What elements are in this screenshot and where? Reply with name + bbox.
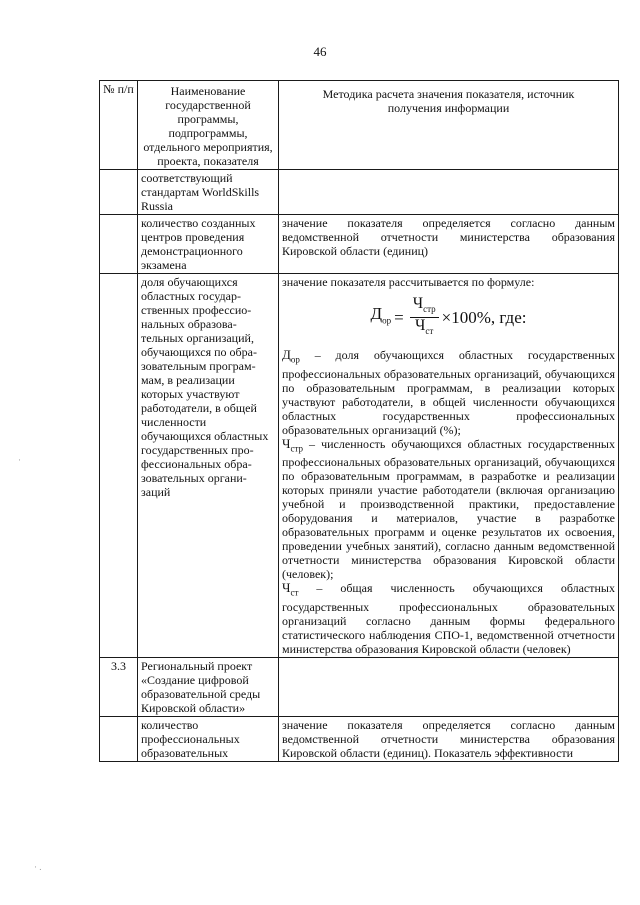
row-method — [279, 274, 619, 658]
row-number — [100, 215, 138, 274]
table-header-row — [100, 81, 619, 170]
indicator-table — [99, 80, 619, 762]
row-method — [279, 170, 619, 215]
table-row — [100, 716, 619, 761]
definition-chstr: $Ч_{стр}$ – численность обучающихся областных государственных профессиональных образовательных организаций, обучающихся по образовательным программам, в разработке и реализации которых приняли участие работодатели (включая организацию учебной и производственной практики, предоставление оборудования и материалов, участие в разработке образовательных программ и оценке результатов их освоения, проведении учебных занятий), согласно данным ведомственной отчетности министерства образования Кировской области (человек); — [282, 435, 615, 582]
row-name: Региональный проект «Создание цифровой образовательной среды Кировской области» — [138, 657, 279, 716]
scan-speck: · — [18, 455, 21, 465]
row-name: количество созданных центров проведения демонстрационного экзамена — [138, 215, 279, 274]
table-row — [100, 657, 619, 716]
scan-speck: · . — [34, 862, 42, 872]
row-name: доля обучающихся областных государ-ственных профессио-нальных образова-тельных организаций, обучающихся по обра-зовательным програм-мам, в реализации которых участвуют работодатели, в общей численности обучающихся областных государственных про-фессиональных обра-зовательных органи-заций — [138, 274, 279, 658]
row-method: значение показателя определяется согласно данным ведомственной отчетности министерства образования Кировской области (единиц) — [279, 215, 619, 274]
formula-fraction — [410, 297, 439, 338]
row-name: количество профессиональных образовательных — [138, 716, 279, 761]
table-row — [100, 274, 619, 658]
header-name: Наименование государственной программы, подпрограммы, отдельного мероприятия, проекта, показателя — [138, 81, 279, 170]
row-number — [100, 170, 138, 215]
table-row — [100, 170, 619, 215]
table-row — [100, 215, 619, 274]
definition-dor: $Д_{ор}$ – доля обучающихся областных государственных профессиональных образовательных организаций, обучающихся по образовательным программам, в реализации которых участвуют работодатели, в общей численности обучающихся областных государственных профессиональных образовательных организаций (%); — [282, 347, 615, 437]
formula-lhs: $Д_{ор}$ — [370, 304, 392, 326]
row-method: значение показателя определяется согласно данным ведомственной отчетности министерства образования Кировской области (единиц). Показатель эффективности — [279, 716, 619, 761]
formula-numerator: $Ч_{стр}$ — [410, 297, 439, 318]
header-method: Методика расчета значения показателя, источник получения информации — [279, 81, 619, 170]
row-name: соответствующий стандартам WorldSkills Russia — [138, 170, 279, 215]
formula: $Д_{ор}$ = $\frac{Ч_{стр}}{Ч_{ст}}$ ×100%, где: — [370, 295, 527, 337]
definition-chst: $Ч_{ст}$ – общая численность обучающихся областных государственных профессиональных образовательных организаций согласно данным формы федерального статистического наблюдения СПО-1, ведомственной отчетности министерства образования Кировской области (человек) — [282, 580, 615, 656]
method-intro: значение показателя рассчитывается по формуле: — [282, 275, 535, 289]
row-number: 3.3 — [100, 657, 138, 716]
page-number: 46 — [313, 44, 327, 59]
row-number — [100, 716, 138, 761]
formula-tail: ×100%, где: — [441, 307, 527, 327]
formula-denominator: $Ч_{ст}$ — [415, 317, 434, 337]
header-number: № п/п — [100, 81, 138, 170]
row-method — [279, 657, 619, 716]
row-number — [100, 274, 138, 658]
